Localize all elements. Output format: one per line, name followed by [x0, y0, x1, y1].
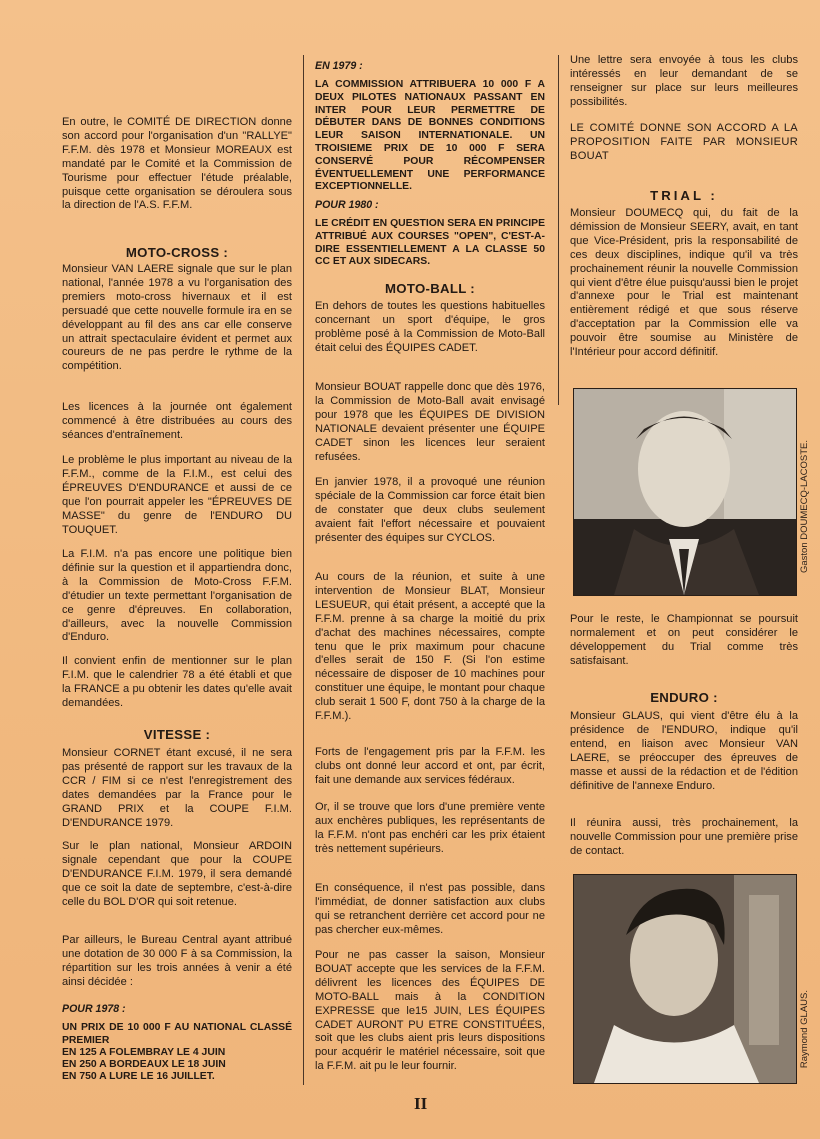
prize-1979: LA COMMISSION ATTRIBUERA 10 000 F A DEUX PILOTES NATIONAUX PASSANT EN INTER POUR LEUR PERMETTRE DE DÉBUTER DANS DE BONNES CONDITIONS LEUR SAISON INTERNATIONALE. UN TROISIEME PRIX DE 10 000 F SERA CONSERVÉ POUR RÉCOMPENSER ÉVENTUELLEMENT UNE PERFORMANCE EXCEPTIONNELLE.	[315, 79, 545, 193]
paragraph: Pour le reste, le Championnat se poursuit normalement et on peut considérer le développement du Trial comme très satisfaisant.	[570, 613, 798, 667]
paragraph: Au cours de la réunion, et suite à une intervention de Monsieur BLAT, Monsieur LESUEUR, qui était présent, a accepté que la F.F.M. prenne à sa charge la moitié du prix d'achat des machines nécessaires, compte tenu que le prix maximum pour chacune d'elles serait de 150 F. (Si l'on estime nécessaire de disposer de 10 machines pour constituer une équipe, le montant pour chaque club serait 1 500 F, dont 750 à la charge de la F.F.M.).	[315, 571, 545, 723]
column-middle	[315, 0, 545, 1139]
paragraph: Or, il se trouve que lors d'une première vente aux enchères publiques, les représentants de la F.F.M. n'ont pas enchéri car les prix étaient très nettement supérieurs.	[315, 801, 545, 855]
photo-credit: Raymond GLAUS.	[799, 990, 810, 1069]
paragraph: Par ailleurs, le Bureau Central ayant attribué une dotation de 30 000 F à sa Commission, la répartition sur les trois années à venir a été ainsi décidée :	[62, 934, 292, 988]
portrait-photo-glaus-image	[574, 875, 796, 1083]
year-heading-1978: POUR 1978 :	[62, 1003, 126, 1015]
photo-credit: Gaston DOUMECQ-LACOSTE.	[799, 440, 810, 574]
prize-1978-line: EN 750 A LURE LE 16 JUILLET.	[62, 1071, 215, 1082]
prize-1978: UN PRIX DE 10 000 F AU NATIONAL CLASSÉ PREMIER	[62, 1022, 292, 1046]
column-left	[62, 0, 292, 1139]
paragraph: Monsieur BOUAT rappelle donc que dès 1976, la Commission de Moto-Ball avait envisagé pour 1978 que les ÉQUIPES DE DIVISION NATIONALE devaient présenter une ÉQUIPE CADET sinon les licences leur seraient refusées.	[315, 381, 545, 463]
paragraph: Monsieur GLAUS, qui vient d'être élu à la présidence de l'ENDURO, indique qu'il entend, en liaison avec Monsieur VAN LAERE, se préoccuper des épreuves de masse et aussi de la rédaction et de l'édition définitive de l'annexe Enduro.	[570, 710, 798, 792]
paragraph: En dehors de toutes les questions habituelles concernant un sport d'équipe, le gros problème posé à la Commission de Moto-Ball était celui des ÉQUIPES CADET.	[315, 300, 545, 354]
portrait-photo-doumecq-image	[574, 389, 796, 595]
heading-moto-cross: MOTO-CROSS :	[125, 245, 229, 260]
column-divider	[558, 55, 559, 405]
paragraph: Il réunira aussi, très prochainement, la nouvelle Commission pour une première prise de contact.	[570, 817, 798, 857]
paragraph: Une lettre sera envoyée à tous les clubs intéressés en leur demandant de se renseigner sur place sur leurs meilleures possibilités.	[570, 54, 798, 108]
heading-enduro: ENDURO :	[650, 690, 718, 705]
prize-1980: LE CRÉDIT EN QUESTION SERA EN PRINCIPE ATTRIBUÉ AUX COURSES "OPEN", C'EST-A-DIRE ESSENTIELLEMENT A LA CLASSE 50 CC ET AUX SIDECARS.	[315, 218, 545, 268]
paragraph: Sur le plan national, Monsieur ARDOIN signale cependant que pour la COUPE D'ENDURANCE F.I.M. 1979, il sera demandé que ce soit la date de septembre, c'est-à-dire celle du BOL D'OR qui soit retenue.	[62, 840, 292, 908]
year-heading-1980: POUR 1980 :	[315, 199, 379, 211]
prize-1978-line: EN 125 A FOLEMBRAY LE 4 JUIN	[62, 1047, 226, 1058]
heading-moto-ball: MOTO-BALL :	[385, 281, 475, 296]
portrait-photo-doumecq	[573, 388, 797, 596]
paragraph: En conséquence, il n'est pas possible, dans l'immédiat, de donner satisfaction aux clubs qui se retranchent derrière cet accord pour ne pas chercher eux-mêmes.	[315, 882, 545, 936]
paragraph-decision: LE COMITÉ DONNE SON ACCORD A LA PROPOSITION FAITE PAR MONSIEUR BOUAT	[570, 122, 798, 162]
paragraph: Monsieur CORNET étant excusé, il ne sera pas présenté de rapport sur les travaux de la CCR / FIM si ce n'est l'enregistrement des dates demandées par la France pour le GRAND PRIX et la COUPE F.I.M. D'ENDURANCE 1979.	[62, 747, 292, 829]
paragraph: Les licences à la journée ont également commencé à être distribuées au cours des séances d'entraînement.	[62, 401, 292, 441]
paragraph: Il convient enfin de mentionner sur le plan F.I.M. que le calendrier 78 a été établi et que la FRANCE a pu obtenir les dates qu'elle avait demandées.	[62, 655, 292, 709]
paragraph: Monsieur DOUMECQ qui, du fait de la démission de Monsieur SEERY, avait, en tant que Vice-Président, pris la responsabilité de ces deux disciplines, indique qu'il va très prochainement réunir la nouvelle Commission qui vient d'être élue puisqu'aussi bien le projet d'annexe pour le Trial est maintenant entièrement rédigé et que sous réserve d'acceptation par la Commission elle va pouvoir être soumise au Ministère de l'Intérieur pour accord définitif.	[570, 207, 798, 359]
paragraph-rallye: En outre, le COMITÉ DE DIRECTION donne son accord pour l'organisation d'un "RALLYE" F.F.M. dès 1978 et Monsieur MOREAUX est mandaté par le Comité et la Commission de Tourisme pour effectuer l'étude préalable, puisque cette organisation se déroulera sous la direction de l'A.S. F.F.M.	[62, 116, 292, 212]
heading-vitesse: VITESSE :	[143, 727, 211, 742]
column-right	[570, 0, 810, 1139]
page-number: II	[414, 1094, 428, 1113]
paragraph: Pour ne pas casser la saison, Monsieur BOUAT accepte que les services de la F.F.M. délivrent les licences des ÉQUIPES DE MOTO-BALL mais à la CONDITION EXPRESSE que le15 JUIN, LES ÉQUIPES CADET AURONT PU ETRE CONSTITUÉES, soit que les clubs aient pris leurs dispositions pour acquérir le matériel nécessaire, soit que la F.F.M. ait pu le leur fournir.	[315, 949, 545, 1073]
paragraph: Le problème le plus important au niveau de la F.F.M., comme de la F.I.M., est celui des ÉPREUVES D'ENDURANCE et aussi de ce que l'on pourrait appeler les "ÉPREUVES DE MASSE" du genre de l'ENDURO DU TOUQUET.	[62, 454, 292, 536]
paragraph: Monsieur VAN LAERE signale que sur le plan national, l'année 1978 a vu l'organisation des premiers moto-cross hivernaux et il est persuadé que cette nouvelle formule ira en se développant au fil des ans car elle conserve un attrait spectaculaire évident et permet aux coureurs de ne pas perdre le rythme de la compétition.	[62, 263, 292, 373]
column-divider	[303, 55, 304, 1085]
paragraph: La F.I.M. n'a pas encore une politique bien définie sur la question et il appartiendra donc, à la Commission de Moto-Cross F.F.M. d'étudier un texte permettant l'organisation de ce genre d'épreuves. En collaboration, d'ailleurs, avec la nouvelle Commission d'Enduro.	[62, 548, 292, 644]
paragraph: Forts de l'engagement pris par la F.F.M. les clubs ont donné leur accord et ont, par écrit, fait une demande aux services fédéraux.	[315, 746, 545, 786]
paragraph: En janvier 1978, il a provoqué une réunion spéciale de la Commission car force était bien de constater que deux clubs seulement avaient fait l'effort nécessaire et pouvaient présenter des équipes sur CYCLOS.	[315, 476, 545, 544]
heading-trial: TRIAL :	[650, 188, 718, 203]
prize-1978-line: EN 250 A BORDEAUX LE 18 JUIN	[62, 1059, 226, 1070]
year-heading-1979: EN 1979 :	[315, 60, 363, 72]
portrait-photo-glaus	[573, 874, 797, 1084]
